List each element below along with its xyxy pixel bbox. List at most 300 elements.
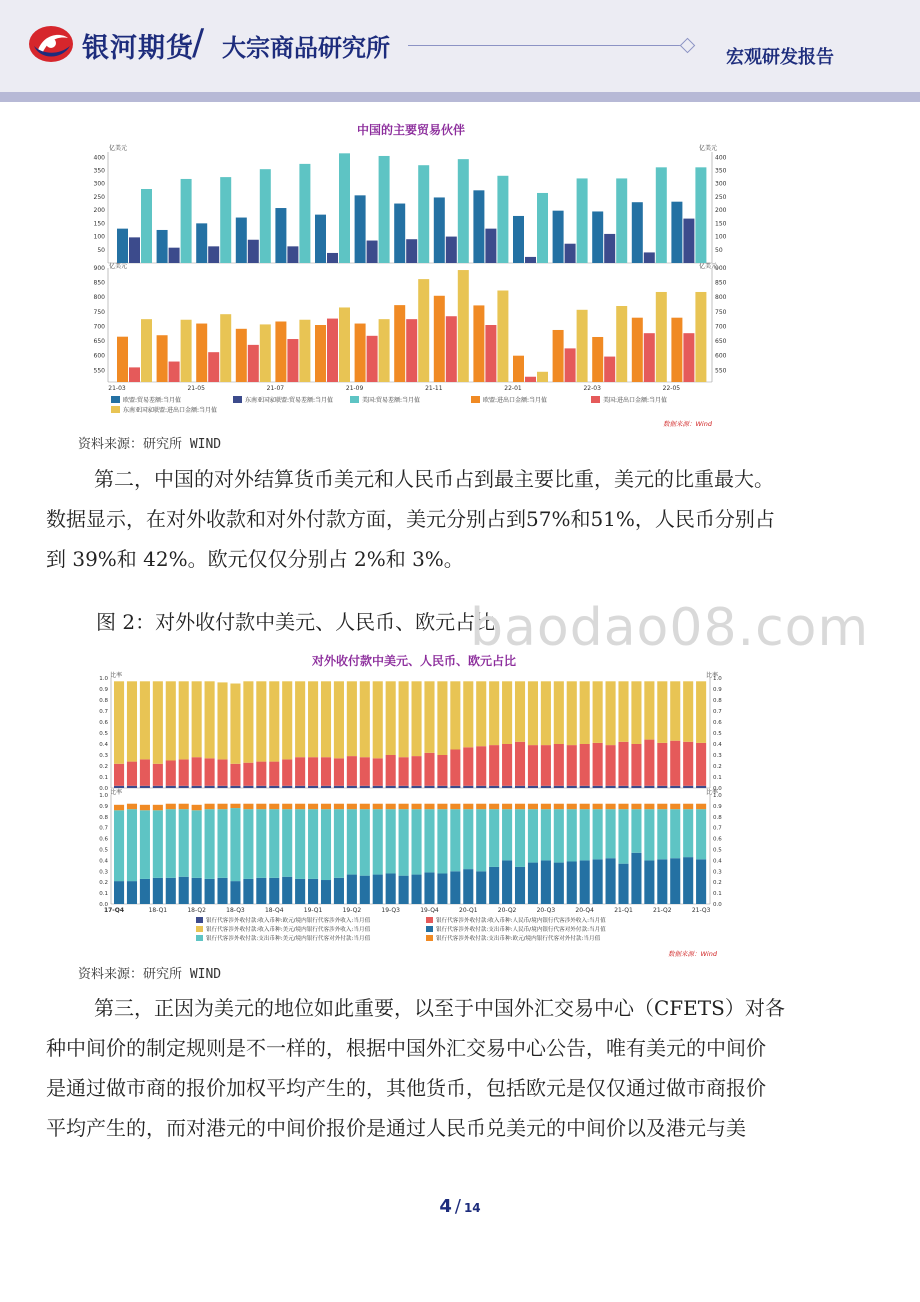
- para-line: 第二，中国的对外结算货币美元和人民币占到最主要比重，美元的比重最大。: [94, 467, 774, 491]
- bar-segment: [360, 809, 370, 875]
- bar: [260, 324, 271, 382]
- bar-segment: [437, 681, 447, 755]
- y-tick-label: 0.2: [713, 764, 722, 770]
- bar-segment: [567, 681, 577, 745]
- bar-segment: [644, 804, 654, 809]
- bar: [367, 241, 378, 263]
- bar-segment: [515, 786, 525, 788]
- bar-segment: [606, 804, 616, 809]
- bar: [695, 292, 706, 382]
- x-tick-label: 21-05: [187, 385, 205, 392]
- bar-segment: [593, 804, 603, 809]
- bar-segment: [618, 786, 628, 788]
- y-tick-label: 350: [715, 167, 727, 175]
- bar-segment: [334, 809, 344, 878]
- y-tick-label: 750: [93, 308, 105, 316]
- bar-segment: [424, 753, 434, 786]
- x-tick-label: 20-Q4: [575, 907, 594, 914]
- bar-segment: [321, 757, 331, 786]
- bar-segment: [541, 804, 551, 809]
- bar-segment: [114, 681, 124, 764]
- bar-segment: [373, 804, 383, 809]
- bar-segment: [347, 809, 357, 874]
- x-tick-label: 19-Q1: [303, 907, 323, 914]
- bar-segment: [269, 809, 279, 878]
- bar-segment: [593, 809, 603, 859]
- y-tick-label: 850: [715, 279, 727, 287]
- legend-swatch: [233, 396, 242, 403]
- brand-name: 银河期货: [82, 33, 194, 64]
- bar-segment: [399, 804, 409, 809]
- bar: [473, 190, 484, 263]
- bar: [644, 333, 655, 382]
- bar-segment: [541, 681, 551, 745]
- bar-segment: [140, 681, 150, 759]
- y-tick-label: 0.7: [713, 709, 722, 715]
- bar-segment: [127, 762, 137, 786]
- bar: [577, 310, 588, 382]
- bar-segment: [192, 805, 202, 810]
- bar-segment: [463, 804, 473, 809]
- bar-segment: [593, 681, 603, 743]
- legend-swatch: [426, 935, 433, 941]
- bar-segment: [256, 804, 266, 809]
- bar: [604, 234, 615, 263]
- y-tick-label: 800: [715, 294, 727, 302]
- bar-segment: [140, 759, 150, 785]
- bar-segment: [657, 786, 667, 788]
- y-tick-label: 100: [93, 233, 105, 241]
- bar-segment: [282, 759, 292, 785]
- bar-segment: [606, 786, 616, 788]
- y-tick-label: 800: [93, 294, 105, 302]
- bar-segment: [657, 859, 667, 904]
- y-tick-label: 900: [93, 265, 105, 272]
- bar-segment: [256, 878, 266, 904]
- x-tick-label: 19-Q2: [342, 907, 362, 914]
- bar: [656, 292, 667, 382]
- bar: [577, 178, 588, 263]
- bar-segment: [205, 879, 215, 904]
- bar: [683, 219, 694, 263]
- bar-segment: [205, 681, 215, 758]
- y-tick-label: 900: [715, 265, 727, 272]
- y-tick-label: 0.8: [713, 698, 722, 704]
- bar: [671, 318, 682, 382]
- bar: [248, 345, 259, 382]
- bar-segment: [282, 809, 292, 877]
- bar-segment: [541, 745, 551, 786]
- bar-segment: [618, 681, 628, 742]
- bar-segment: [153, 681, 163, 764]
- header-bar: [0, 92, 920, 102]
- y-unit-right: 比率: [706, 672, 719, 679]
- bar-segment: [437, 809, 447, 873]
- legend-label: 银行代客涉外收付款:收入币种:人民币/境内银行代客涉外收入:当月值: [436, 918, 606, 924]
- y-tick-label: 150: [93, 220, 105, 228]
- bar-segment: [256, 681, 266, 761]
- bar-segment: [696, 859, 706, 904]
- bar: [592, 211, 603, 263]
- x-tick-label: 21-03: [108, 385, 126, 392]
- data-source: 数据来源：Wind: [668, 950, 717, 958]
- bar: [458, 159, 469, 263]
- page-total: 14: [463, 1201, 481, 1215]
- bar: [446, 237, 457, 263]
- bar-segment: [153, 786, 163, 788]
- bar-segment: [360, 876, 370, 904]
- bar: [418, 279, 429, 382]
- y-tick-label: 1.0: [713, 676, 722, 682]
- bar-segment: [515, 681, 525, 742]
- bar-segment: [580, 860, 590, 904]
- bar: [208, 246, 219, 263]
- bar: [196, 324, 207, 382]
- bar-segment: [230, 764, 240, 786]
- bar-segment: [386, 804, 396, 809]
- bar: [592, 337, 603, 382]
- bar: [497, 291, 508, 382]
- y-tick-label: 750: [715, 308, 727, 316]
- legend-swatch: [591, 396, 600, 403]
- bar: [220, 314, 231, 382]
- bar-segment: [321, 880, 331, 904]
- bar-segment: [424, 786, 434, 788]
- bar: [141, 189, 152, 263]
- bar-segment: [515, 809, 525, 867]
- bar: [446, 316, 457, 382]
- y-unit-left-bottom: 比率: [110, 789, 123, 796]
- y-tick-label: 0.9: [713, 803, 722, 810]
- y-tick-label: 0.8: [99, 698, 108, 704]
- bar: [287, 339, 298, 382]
- y-tick-label: 850: [93, 279, 105, 287]
- bar-segment: [140, 805, 150, 810]
- bar-segment: [670, 804, 680, 809]
- bar-segment: [631, 804, 641, 809]
- bar-segment: [179, 786, 189, 788]
- y-tick-label: 0.1: [99, 775, 108, 781]
- bar-segment: [515, 804, 525, 809]
- bar-segment: [347, 804, 357, 809]
- bar-segment: [683, 809, 693, 857]
- bar-segment: [567, 809, 577, 861]
- bar-segment: [618, 809, 628, 864]
- bar-segment: [217, 759, 227, 785]
- y-tick-label: 0.1: [713, 891, 722, 898]
- bar: [157, 230, 168, 263]
- bar-segment: [554, 786, 564, 788]
- data-source: 数据来源：Wind: [663, 420, 712, 428]
- bar: [299, 164, 310, 263]
- bar: [157, 335, 168, 382]
- bar-segment: [593, 743, 603, 786]
- y-tick-label: 50: [715, 246, 723, 254]
- bar: [695, 167, 706, 263]
- bar-segment: [476, 804, 486, 809]
- y-unit-left-bottom: 亿美元: [109, 263, 128, 270]
- bar-segment: [528, 804, 538, 809]
- bar-segment: [476, 681, 486, 746]
- y-tick-label: 600: [93, 352, 105, 360]
- bar: [656, 167, 667, 263]
- bar-segment: [256, 809, 266, 878]
- bar-segment: [450, 750, 460, 786]
- bar-segment: [644, 860, 654, 904]
- bar-segment: [489, 786, 499, 788]
- x-tick-label: 19-Q3: [381, 907, 400, 914]
- bar-segment: [373, 875, 383, 904]
- bar: [632, 202, 643, 263]
- bar-segment: [295, 681, 305, 757]
- y-tick-label: 550: [93, 367, 105, 375]
- bar-segment: [631, 809, 641, 853]
- x-tick-label: 21-09: [345, 385, 364, 392]
- y-tick-label: 0.4: [713, 858, 722, 865]
- bar-segment: [412, 804, 422, 809]
- bar-segment: [114, 881, 124, 904]
- bar-segment: [295, 786, 305, 788]
- y-tick-label: 0.7: [99, 825, 108, 832]
- bar-segment: [153, 764, 163, 786]
- y-tick-label: 650: [715, 338, 727, 346]
- bar-segment: [450, 786, 460, 788]
- y-tick-label: 0.6: [713, 720, 722, 726]
- y-tick-label: 0.9: [99, 687, 108, 693]
- legend-swatch: [196, 926, 203, 932]
- x-tick-label: 18-Q3: [226, 907, 245, 914]
- y-tick-label: 0.3: [713, 869, 722, 876]
- x-tick-label: 20-Q1: [459, 907, 478, 914]
- bar-segment: [670, 809, 680, 858]
- bar-segment: [360, 804, 370, 809]
- legend-swatch: [426, 926, 433, 932]
- bar-segment: [502, 681, 512, 744]
- y-tick-label: 0.1: [713, 775, 722, 781]
- bar-segment: [399, 809, 409, 875]
- bar-segment: [321, 786, 331, 788]
- legend-swatch: [350, 396, 359, 403]
- bar-segment: [217, 682, 227, 759]
- bar: [299, 320, 310, 382]
- bar-segment: [502, 786, 512, 788]
- bar: [367, 336, 378, 382]
- y-tick-label: 0.0: [99, 902, 108, 908]
- bar-segment: [606, 681, 616, 745]
- legend-swatch: [471, 396, 480, 403]
- bar: [406, 239, 417, 263]
- report-type: 宏观研发报告: [726, 47, 834, 68]
- para-line: 种中间价的制定规则是不一样的，根据中国外汇交易中心公告，唯有美元的中间价: [46, 1036, 766, 1060]
- bar-segment: [670, 858, 680, 904]
- bar: [434, 296, 445, 382]
- bar-segment: [424, 872, 434, 904]
- bar-segment: [424, 809, 434, 872]
- y-tick-label: 0.3: [99, 869, 108, 876]
- bar-segment: [450, 681, 460, 749]
- page-separator: /: [454, 1196, 461, 1217]
- y-tick-label: 0.8: [713, 814, 722, 821]
- bar-segment: [205, 758, 215, 786]
- bar-segment: [230, 786, 240, 788]
- bar-segment: [230, 684, 240, 764]
- bar: [525, 257, 536, 263]
- bar-segment: [360, 681, 370, 757]
- bar-segment: [192, 681, 202, 757]
- bar-segment: [450, 871, 460, 904]
- y-tick-label: 0.0: [713, 786, 722, 792]
- x-tick-label: 18-Q1: [148, 907, 168, 914]
- bar-segment: [450, 804, 460, 809]
- bar-segment: [567, 861, 577, 904]
- bar-segment: [683, 786, 693, 788]
- bar-segment: [580, 804, 590, 809]
- bar: [315, 215, 326, 263]
- bar-segment: [282, 681, 292, 759]
- y-tick-label: 100: [715, 233, 727, 241]
- y-tick-label: 0.8: [99, 814, 108, 821]
- bar-segment: [269, 804, 279, 809]
- bar-segment: [528, 745, 538, 786]
- para-line: 第三，正因为美元的地位如此重要，以至于中国外汇交易中心（CFETS）对各: [94, 996, 785, 1020]
- bar-segment: [308, 809, 318, 879]
- bar: [181, 320, 192, 382]
- bar-segment: [631, 853, 641, 904]
- x-tick-label: 21-11: [425, 385, 443, 392]
- bar-segment: [399, 786, 409, 788]
- bar: [315, 325, 326, 382]
- bar-segment: [696, 804, 706, 809]
- galaxy-logo-icon: [28, 24, 74, 64]
- y-tick-label: 0.6: [99, 836, 108, 843]
- bar-segment: [489, 745, 499, 786]
- bar-segment: [243, 681, 253, 762]
- y-tick-label: 0.5: [99, 847, 108, 854]
- bar-segment: [321, 809, 331, 880]
- bar-segment: [192, 786, 202, 788]
- bar: [394, 204, 405, 263]
- bar: [287, 246, 298, 263]
- y-tick-label: 0.7: [713, 825, 722, 832]
- bar-segment: [192, 810, 202, 878]
- bar-segment: [179, 759, 189, 785]
- bar-segment: [386, 681, 396, 755]
- y-unit-right-bottom: 亿美元: [699, 263, 718, 270]
- bar: [327, 319, 338, 382]
- chart-title: 中国的主要贸易伙伴: [356, 123, 466, 137]
- bar-segment: [282, 877, 292, 904]
- bar-segment: [127, 809, 137, 881]
- bar-segment: [463, 747, 473, 786]
- y-tick-label: 350: [93, 167, 105, 175]
- bar-segment: [243, 763, 253, 786]
- bar-segment: [657, 743, 667, 786]
- bar-segment: [657, 809, 667, 859]
- bar: [513, 356, 524, 382]
- bar-segment: [489, 867, 499, 904]
- x-tick-label: 19-Q4: [420, 907, 439, 914]
- bar-segment: [618, 864, 628, 904]
- bar: [537, 193, 548, 263]
- bar: [236, 218, 247, 263]
- bar-segment: [606, 809, 616, 858]
- bar-segment: [230, 804, 240, 808]
- bar: [208, 352, 219, 382]
- bar: [248, 240, 259, 263]
- bar-segment: [127, 681, 137, 761]
- bar-segment: [528, 786, 538, 788]
- y-tick-label: 0.6: [99, 720, 108, 726]
- header-rule: [408, 45, 680, 46]
- bar-segment: [567, 786, 577, 788]
- bar-segment: [243, 809, 253, 879]
- bar-segment: [502, 860, 512, 904]
- page-header: [0, 0, 920, 92]
- bar-segment: [657, 681, 667, 743]
- y-tick-label: 0.2: [713, 880, 722, 887]
- bar-segment: [166, 681, 176, 760]
- y-tick-label: 0.5: [99, 731, 108, 737]
- bar-segment: [269, 681, 279, 761]
- bar-segment: [399, 876, 409, 904]
- y-tick-label: 0.3: [713, 753, 722, 759]
- bar: [497, 176, 508, 263]
- bar-segment: [256, 762, 266, 786]
- bar-segment: [127, 881, 137, 904]
- diamond-icon: [680, 38, 696, 54]
- bar-segment: [334, 878, 344, 904]
- bar-segment: [412, 681, 422, 756]
- bar-segment: [373, 786, 383, 788]
- y-tick-label: 0.3: [99, 753, 108, 759]
- y-tick-label: 550: [715, 367, 727, 375]
- bar-segment: [269, 786, 279, 788]
- y-tick-label: 0.0: [99, 786, 108, 792]
- bar-segment: [528, 863, 538, 904]
- bar: [196, 223, 207, 263]
- bar-segment: [373, 758, 383, 786]
- para-line: 是通过做市商的报价加权平均产生的，其他货币，包括欧元是仅仅通过做市商报价: [46, 1076, 766, 1100]
- y-tick-label: 0.5: [713, 847, 722, 854]
- bar: [458, 270, 469, 382]
- bar-segment: [683, 742, 693, 786]
- bar-segment: [243, 879, 253, 904]
- bar-segment: [192, 878, 202, 904]
- bar: [565, 244, 576, 263]
- bar-segment: [567, 745, 577, 786]
- bar: [553, 330, 564, 382]
- bar-segment: [554, 804, 564, 809]
- y-tick-label: 0.2: [99, 880, 108, 887]
- bar-segment: [567, 804, 577, 809]
- bar-segment: [618, 804, 628, 809]
- bar-segment: [593, 786, 603, 788]
- bar-segment: [670, 741, 680, 786]
- bar: [473, 305, 484, 382]
- bar: [513, 216, 524, 263]
- bar: [485, 229, 496, 263]
- bar-segment: [373, 681, 383, 758]
- bar-segment: [308, 681, 318, 757]
- bar: [616, 306, 627, 382]
- bar-segment: [399, 757, 409, 786]
- bar-segment: [295, 809, 305, 879]
- y-tick-label: 650: [93, 338, 105, 346]
- bar: [434, 197, 445, 263]
- x-tick-label: 22-03: [583, 385, 601, 392]
- bar-segment: [295, 879, 305, 904]
- bar-segment: [334, 681, 344, 758]
